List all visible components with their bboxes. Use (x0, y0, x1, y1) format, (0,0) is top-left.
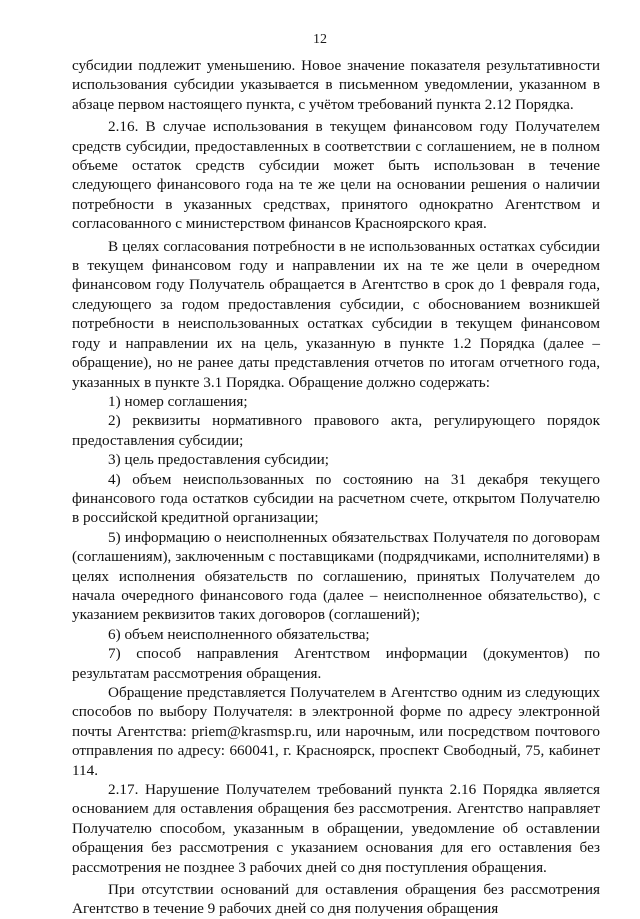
list-item-1: 1) номер соглашения; (108, 392, 248, 410)
paragraph-no-grounds: При отсутствии оснований для оставления обращения без рассмотрения Агентство в течение 9 рабочих дней со дня получения обращения (72, 881, 600, 918)
list-item-7: 7) способ направления Агентством информации (документов) по результатам рассмотрения обращения. (72, 645, 600, 682)
paragraph-approval-request: В целях согласования потребности в не использованных остатках субсидии в текущем финансовом году и направлении их на те же цели в очередном финансовом году Получатель обращается в Агентство в срок до 1 февраля года, следующего за годом предоставления субсидии, с обоснованием возникшей потребности в неиспользованных остатках субсидии в текущем финансовом году и направлении их на цель, указанную в пункте 1.2 Порядка (далее – обращение), но не ранее даты представления отчетов по итогам отчетного года, указанных в пункте 3.1 Порядка. Обращение должно содержать: (72, 237, 600, 391)
list-item-6: 6) объем неисполненного обязательства; (108, 625, 370, 643)
paragraph-clause-2-17: 2.17. Нарушение Получателем требований пункта 2.16 Порядка является основанием для оставления обращения без рассмотрения. Агентство направляет Получателю способом, указанным в обращении, уведомление об оставлении обращения без рассмотрения с указанием основания для его оставления без рассмотрения не позднее 3 рабочих дней со дня поступления обращения. (72, 781, 600, 876)
paragraph-continuation: субсидии подлежит уменьшению. Новое значение показателя результативности использования субсидии указывается в письменном уведомлении, указанном в абзаце первом настоящего пункта, с учётом требований пункта 2.12 Порядка. (72, 57, 600, 113)
paragraph-clause-2-16: 2.16. В случае использования в текущем финансовом году Получателем средств субсидии, предоставленных в соответствии с соглашением, не в полном объеме остаток средств субсидии может быть использован в течение следующего финансового года на те же цели на основании решения о наличии потребности в указанных средствах, принятого однократно Агентством и согласованного с министерством финансов Красноярского края. (72, 118, 600, 233)
paragraph-submission-methods: Обращение представляется Получателем в Агентство одним из следующих способов по выбору Получателя: в электронной форме по адресу электронной почты Агентства: priem@krasmsp.ru, или нарочным, или посредством почтового отправления по адресу: 660041, г. Красноярск, проспект Свободный, 75, кабинет 114. (72, 684, 600, 779)
list-item-2: 2) реквизиты нормативного правового акта, регулирующего порядок предоставления субсидии; (72, 412, 600, 449)
list-item-3: 3) цель предоставления субсидии; (108, 451, 329, 469)
page-number: 12 (313, 32, 327, 47)
list-item-5: 5) информацию о неисполненных обязательствах Получателя по договорам (соглашениям), заключенным с поставщиками (подрядчиками, исполнителями) в целях исполнения обязательств по соглашению, принятых Получателем до начала очередного финансового года (далее – неисполненное обязательство), с указанием реквизитов таких договоров (соглашений); (72, 528, 600, 624)
document-body (72, 56, 600, 919)
list-item-4: 4) объем неиспользованных по состоянию на 31 декабря текущего финансового года остатков субсидии на расчетном счете, открытом Получателю в российской кредитной организации; (72, 470, 600, 527)
